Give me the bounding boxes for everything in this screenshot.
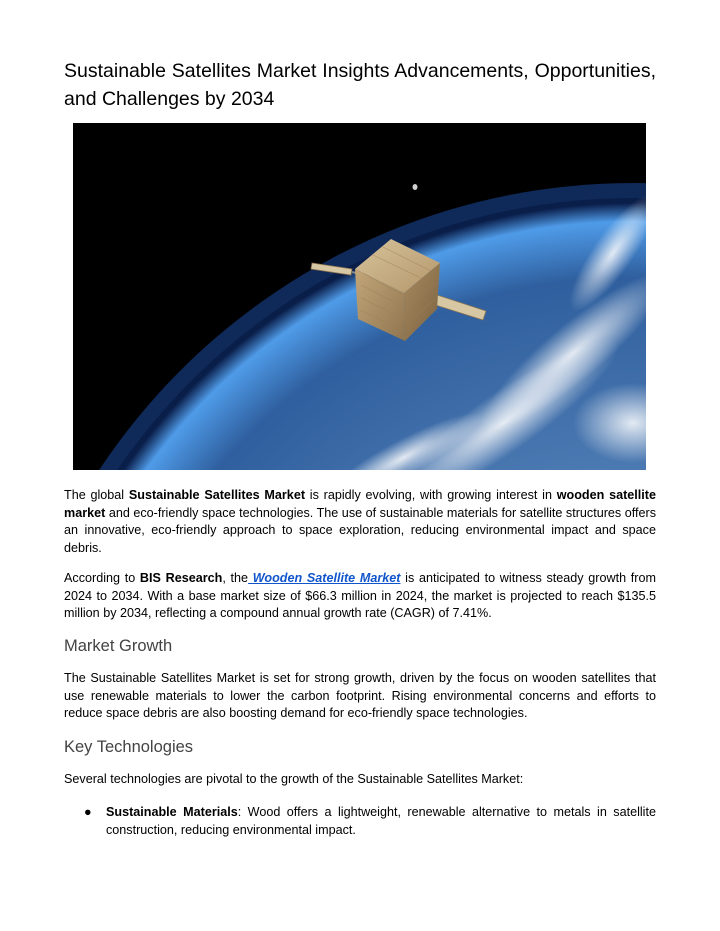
intro-text-1: The global xyxy=(64,488,129,502)
intro-bold-sustainable-satellites-market: Sustainable Satellites Market xyxy=(128,488,306,502)
research-paragraph xyxy=(64,570,656,623)
key-technologies-intro: Several technologies are pivotal to the growth of the Sustainable Satellites Market: xyxy=(64,772,524,786)
bullet-marker: ● xyxy=(84,805,92,819)
list-item-text: : Wood offers a lightweight, renewable alternative to metals in satellite construction, reducing environmental impact. xyxy=(106,805,656,837)
intro-text-3: and eco-friendly space technologies. The use of sustainable materials for satellite structures offers an innovative, eco-friendly approach to space exploration, reducing environmental impact and space debris. xyxy=(64,505,656,555)
intro-text-2: is rapidly evolving, with growing interest in xyxy=(305,488,557,502)
intro-bold-wooden-satellite-market: wooden satellite market xyxy=(64,488,656,520)
satellite-image xyxy=(73,123,646,470)
market-growth-paragraph: The Sustainable Satellites Market is set for strong growth, driven by the focus on wooden satellites that use renewable materials to lower the carbon footprint. Rising environmental concerns and efforts to reduce space debris are also boosting demand for eco-friendly space technologies. xyxy=(64,671,656,720)
wooden-satellite-market-link[interactable]: Wooden Satellite Market xyxy=(248,571,401,585)
wooden-satellite-over-earth-illustration xyxy=(73,123,646,470)
list-item-bold-label: Sustainable Materials xyxy=(106,805,238,819)
key-technologies-heading: Key Technologies xyxy=(64,738,194,756)
page-title: Sustainable Satellites Market Insights Advancements, Opportunities, and Challenges by 2034 xyxy=(64,60,656,110)
list-item-sustainable-materials xyxy=(106,804,656,839)
research-text-3: is anticipated to witness steady growth from 2024 to 2034. With a base market size of $66.3 million in 2024, the market is projected to reach $135.5 million by 2034, reflecting a compound annual growth rate (CAGR) of 7.41%. xyxy=(64,571,656,620)
intro-paragraph xyxy=(64,487,656,557)
research-text-1: According to xyxy=(64,571,140,585)
market-growth-heading: Market Growth xyxy=(64,637,173,655)
research-text-2: , the xyxy=(222,571,249,585)
research-bold-bis-research: BIS Research xyxy=(139,571,223,585)
